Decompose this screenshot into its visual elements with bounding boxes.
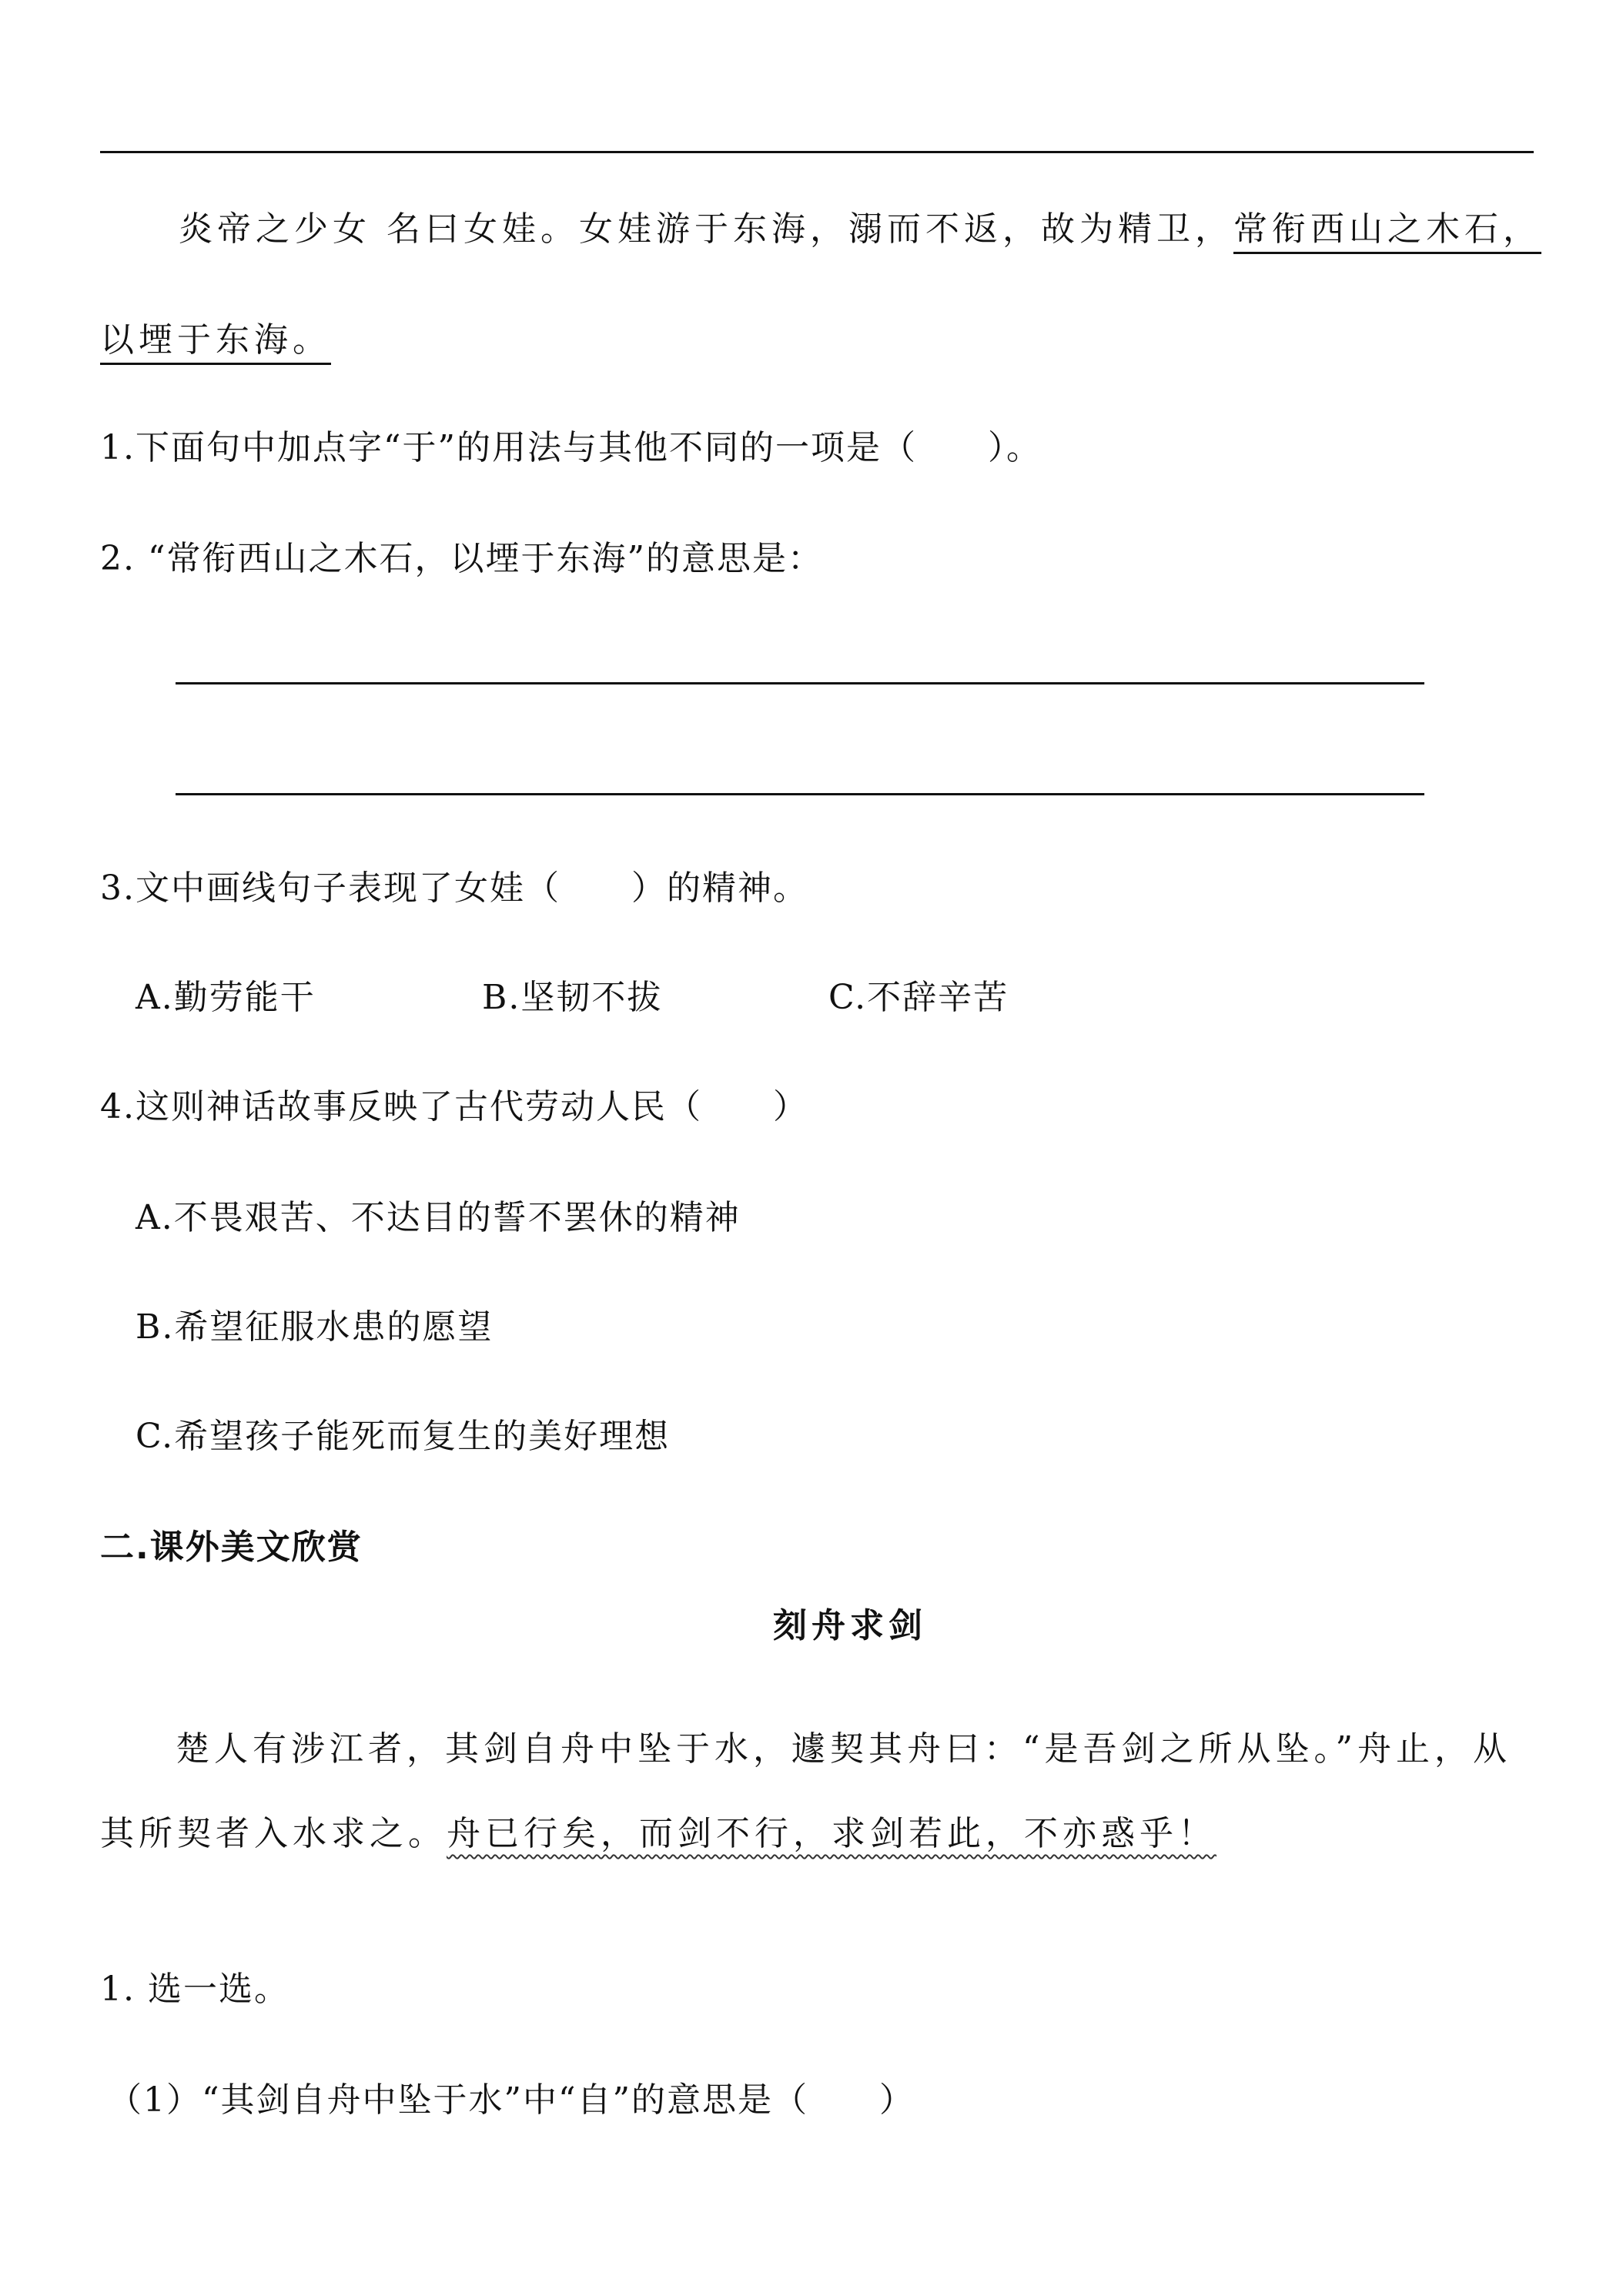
q4-option-b[interactable]: B.希望征服水患的愿望 [136, 1307, 494, 1347]
story-title: 刻舟求剑 [773, 1606, 927, 1645]
passage2-line2 [100, 1812, 1216, 1856]
passage2-wavy-underlined-sentence: 舟已行矣，而剑不行，求剑若此，不亦惑乎！ [447, 1814, 1216, 1853]
passage1-underlined-sentence-part1: 常衔西山之木石， [1233, 209, 1541, 254]
section2-question-1: 1. 选一选。 [100, 1970, 289, 2009]
passage1-line1-text: 炎帝之少女 名曰女娃。女娃游于东海，溺而不返，故为精卫， [179, 209, 1233, 249]
q4-option-c[interactable]: C.希望孩子能死而复生的美好理想 [136, 1417, 671, 1456]
passage2-line2-text: 其所契者入水求之。 [100, 1814, 447, 1853]
top-divider [100, 151, 1534, 153]
passage1-line1 [179, 208, 1541, 251]
passage1-line2 [100, 319, 331, 362]
passage1-underlined-sentence-part2: 以堙于东海。 [100, 320, 331, 365]
q3-option-b[interactable]: B.坚韧不拔 [482, 978, 663, 1017]
question-1: 1.下面句中加点字“于”的用法与其他不同的一项是（ ）。 [100, 428, 1042, 467]
q3-option-a[interactable]: A.勤劳能干 [136, 978, 316, 1017]
passage2-line1: 楚人有涉江者，其剑自舟中坠于水，遽契其舟曰：“是吾剑之所从坠。”舟止，从 [176, 1729, 1511, 1769]
section2-heading: 二.课外美文欣赏 [100, 1528, 363, 1567]
q4-option-a[interactable]: A.不畏艰苦、不达目的誓不罢休的精神 [136, 1198, 741, 1237]
q3-option-c[interactable]: C.不辞辛苦 [828, 978, 1009, 1017]
section2-question-1-1: （1）“其剑自舟中坠于水”中“自”的意思是（ ） [108, 2080, 915, 2120]
question-3: 3.文中画线句子表现了女娃（ ）的精神。 [100, 869, 808, 908]
answer-line-1[interactable] [176, 682, 1424, 684]
question-2: 2. “常衔西山之木石，以堙于东海”的意思是： [100, 539, 823, 578]
answer-line-2[interactable] [176, 793, 1424, 795]
question-4: 4.这则神话故事反映了古代劳动人民（ ） [100, 1087, 808, 1126]
